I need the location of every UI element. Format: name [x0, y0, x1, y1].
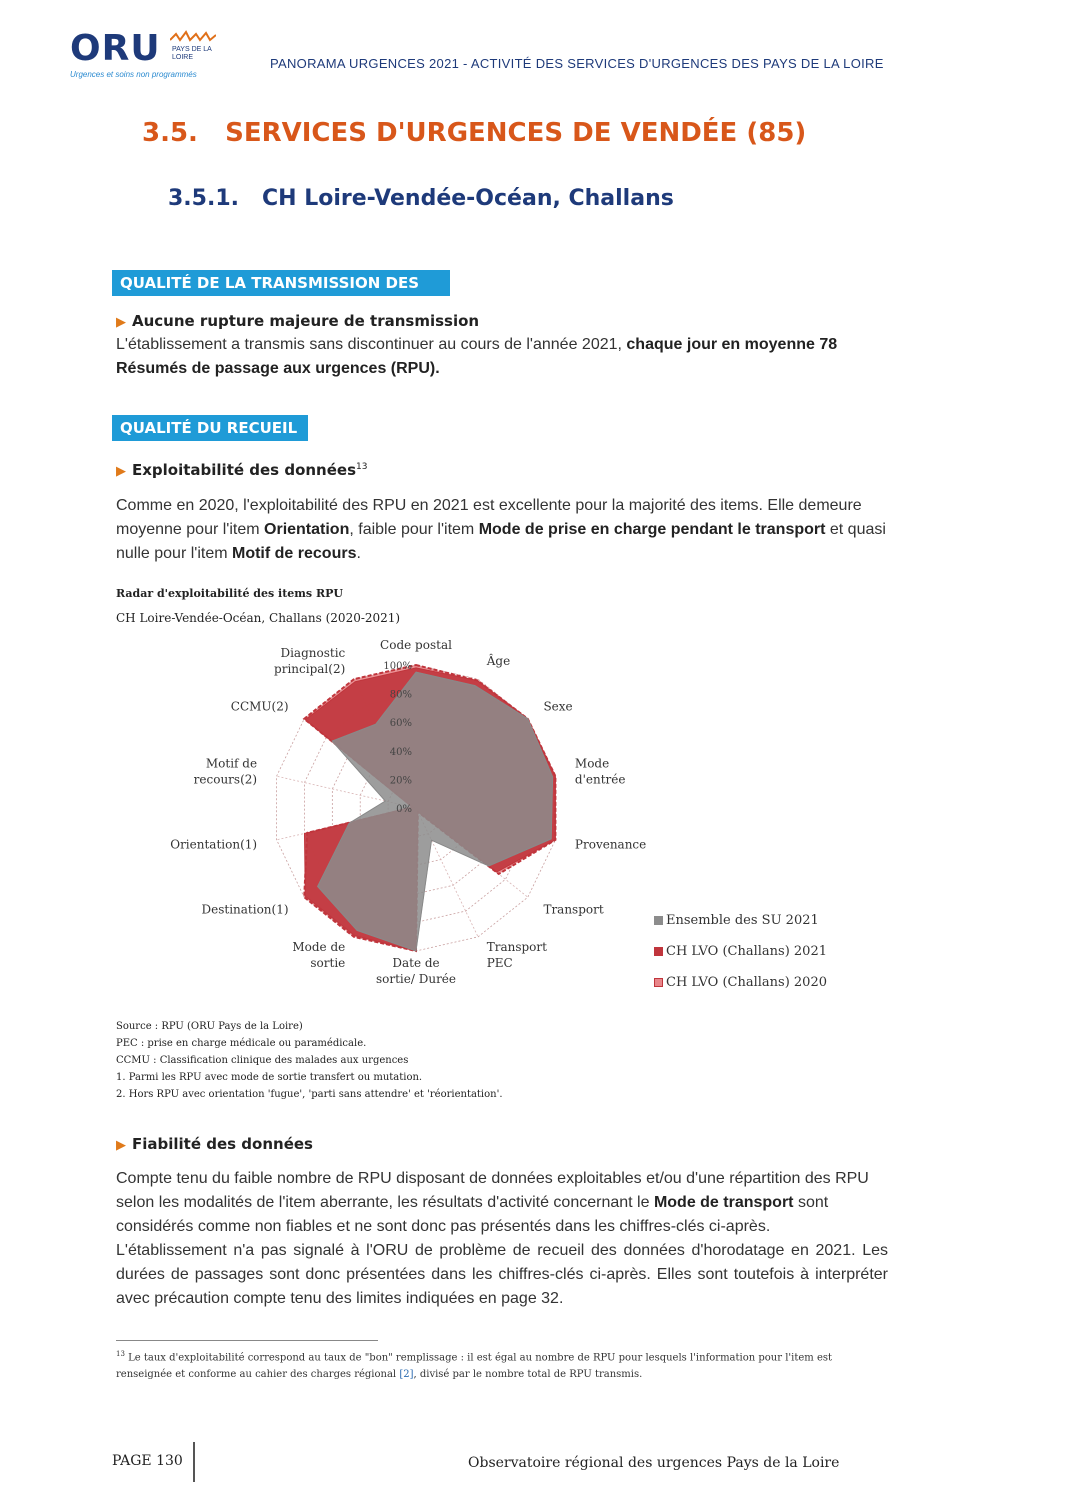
para-text: Comme en 2020, l'exploitabilité des RPU en 2021 est excellente pour la majorité des items. Elle demeure moyenne pour l'item	[116, 497, 862, 538]
note-pec: PEC : prise en charge médicale ou paramédicale.	[116, 1038, 367, 1049]
radar-axis-label-line: Diagnostic	[280, 646, 346, 661]
legend-swatch	[654, 916, 663, 925]
radar-axis-label-line: d'entrée	[574, 772, 626, 787]
footnote-num: 13	[116, 1350, 125, 1358]
radar-axis-label-line: Âge	[486, 654, 511, 669]
subsection-title	[168, 186, 674, 211]
footnote-ref: 13	[356, 462, 368, 472]
radar-axis-label	[231, 699, 289, 713]
note-1: 1. Parmi les RPU avec mode de sortie transfert ou mutation.	[116, 1072, 423, 1083]
oru-logo	[70, 28, 220, 83]
logo-sub: PAYS DE LA LOIRE	[172, 46, 212, 61]
radar-chart	[160, 630, 660, 1010]
footnote-text: Le taux d'exploitabilité correspond au taux de "bon" remplissage : il est égal au nombre de RPU pour lesquels l'information pour l'item est renseignée et conforme au cahier des charges régional	[116, 1352, 833, 1381]
legend-swatch	[654, 947, 663, 956]
radar-tick-label: 20%	[389, 775, 412, 787]
radar-tick-label: 60%	[389, 718, 412, 730]
radar-axis-label-line: Destination(1)	[201, 902, 289, 917]
radar-axis-label-line: sortie	[310, 955, 346, 970]
bullet-exploitabilite-title: Exploitabilité des données	[132, 461, 357, 479]
para-text: Compte tenu du faible nombre de RPU disposant de données exploitables et/ou d'une répartition des RPU selon les modalités de l'item aberrante, les résultats d'activité concernant le	[116, 1170, 869, 1211]
note-source: Source : RPU (ORU Pays de la Loire)	[116, 1021, 303, 1032]
section-title-text: SERVICES D'URGENCES DE VENDÉE (85)	[225, 118, 807, 148]
radar-axis-label	[194, 757, 257, 787]
radar-tick-label: 0%	[396, 804, 412, 815]
triangle-bullet-icon: ▶	[116, 464, 126, 479]
radar-axis-label-line: Provenance	[574, 837, 647, 852]
para-bold: Mode de prise en charge pendant le transport	[478, 521, 826, 538]
footnote-text: , divisé par le nombre total de RPU transmis.	[413, 1369, 643, 1381]
footnote-link[interactable]: [2]	[399, 1369, 414, 1381]
para-horodatage: L'établissement n'a pas signalé à l'ORU de problème de recueil des données d'horodatage en 2021. Les durées de passages sont donc présentées dans les chiffres-clés ci-après. Elles sont toutefois à interpréter avec précaution compte tenu des limites indiquées en page 32.	[116, 1242, 888, 1307]
logo-wave-icon	[170, 30, 216, 44]
para-text: .	[356, 545, 361, 562]
chart-legend	[654, 905, 827, 998]
radar-axis-label-line: Mode de	[292, 939, 346, 954]
para-text: , faible pour l'item	[349, 521, 479, 538]
chart-notes	[116, 1018, 816, 1103]
subsection-title-text: CH Loire-Vendée-Océan, Challans	[261, 186, 674, 211]
legend-swatch	[654, 978, 663, 987]
radar-axis-label	[380, 638, 452, 652]
page-header: PANORAMA URGENCES 2021 - ACTIVITÉ DES SERVICES D'URGENCES DES PAYS DE LA LOIRE	[270, 56, 884, 71]
radar-axis-label-line: Code postal	[380, 638, 452, 652]
logo-text: ORU	[70, 28, 161, 69]
radar-axis-label	[575, 757, 626, 787]
footer-divider	[193, 1442, 195, 1482]
radar-axis-label-line: sortie/ Durée	[375, 972, 457, 986]
radar-axis-label	[274, 646, 345, 676]
radar-axis-label	[376, 956, 456, 986]
footnote-divider	[116, 1340, 378, 1341]
logo-tagline: Urgences et soins non programmés	[70, 70, 197, 79]
legend-label: CH LVO (Challans) 2020	[666, 975, 827, 990]
legend-label: CH LVO (Challans) 2021	[666, 944, 827, 959]
note-2: 2. Hors RPU avec orientation 'fugue', 'parti sans attendre' et 'réorientation'.	[116, 1089, 503, 1100]
para-bold: Mode de transport	[653, 1194, 794, 1211]
band-recueil: QUALITÉ DU RECUEIL	[112, 415, 308, 441]
para-text: et quasi nulle pour l'item	[116, 521, 886, 562]
para-bold: Motif de recours	[232, 545, 357, 562]
legend-item	[654, 967, 827, 998]
radar-tick-label: 80%	[389, 689, 412, 701]
radar-axis-label	[543, 903, 603, 917]
radar-axis-label	[487, 940, 547, 970]
radar-tick-label: 100%	[383, 661, 412, 672]
radar-axis-label-line: Transport	[543, 902, 604, 917]
radar-axis-label	[486, 653, 510, 668]
radar-axis-label	[543, 699, 572, 713]
radar-axis-label	[575, 837, 646, 851]
para-text: sont considérés comme non fiables et ne sont donc pas présentés dans les chiffres-clés ci-après.	[116, 1194, 829, 1235]
footnote	[116, 1346, 886, 1383]
section-title	[142, 118, 806, 148]
para-text: L'établissement a transmis sans discontinuer au cours de l'année 2021,	[116, 336, 627, 353]
bullet-transmission	[116, 312, 479, 330]
chart-subtitle: CH Loire-Vendée-Océan, Challans (2020-2021)	[116, 611, 401, 625]
para-bold: chaque jour en moyenne 78 Résumés de passage aux urgences (RPU).	[116, 336, 838, 377]
subsection-num: 3.5.1.	[168, 186, 239, 211]
radar-axis-label-line: Transport	[486, 939, 547, 954]
para-fiabilite	[116, 1167, 888, 1311]
bullet-fiabilite-title: Fiabilité des données	[132, 1135, 313, 1153]
triangle-bullet-icon: ▶	[116, 1138, 126, 1153]
radar-axis-label-line: Mode	[574, 756, 610, 771]
legend-item	[654, 936, 827, 967]
triangle-bullet-icon: ▶	[116, 315, 126, 330]
radar-axis-label-line: Date de	[392, 956, 440, 970]
radar-tick-label: 40%	[389, 746, 412, 758]
radar-axis-label-line: Motif de	[205, 756, 258, 771]
radar-axis-label-line: Sexe	[543, 699, 573, 714]
para-exploitabilite	[116, 494, 888, 566]
radar-axis-label-line: PEC	[486, 955, 513, 970]
para-bold: Orientation	[264, 521, 350, 538]
page-number: PAGE 130	[112, 1453, 183, 1469]
legend-label: Ensemble des SU 2021	[666, 913, 819, 928]
para-transmission	[116, 333, 888, 381]
radar-axis-label-line: principal(2)	[274, 662, 346, 677]
band-transmission: QUALITÉ DE LA TRANSMISSION DES RPU	[112, 270, 450, 296]
radar-axis-label	[170, 837, 257, 851]
radar-axis-label-line: recours(2)	[193, 772, 258, 787]
legend-item	[654, 905, 827, 936]
chart-title: Radar d'exploitabilité des items RPU	[116, 587, 343, 600]
radar-axis-label	[202, 903, 289, 917]
bullet-fiabilite	[116, 1135, 313, 1153]
radar-axis-label	[292, 940, 345, 970]
section-num: 3.5.	[142, 118, 198, 148]
radar-axis-label-line: CCMU(2)	[230, 699, 289, 714]
note-ccmu: CCMU : Classification clinique des malades aux urgences	[116, 1055, 409, 1066]
bullet-exploitabilite	[116, 461, 367, 479]
radar-axis-label-line: Orientation(1)	[170, 837, 258, 852]
bullet-transmission-title: Aucune rupture majeure de transmission	[132, 312, 480, 330]
footer-org: Observatoire régional des urgences Pays de la Loire	[468, 1455, 840, 1471]
